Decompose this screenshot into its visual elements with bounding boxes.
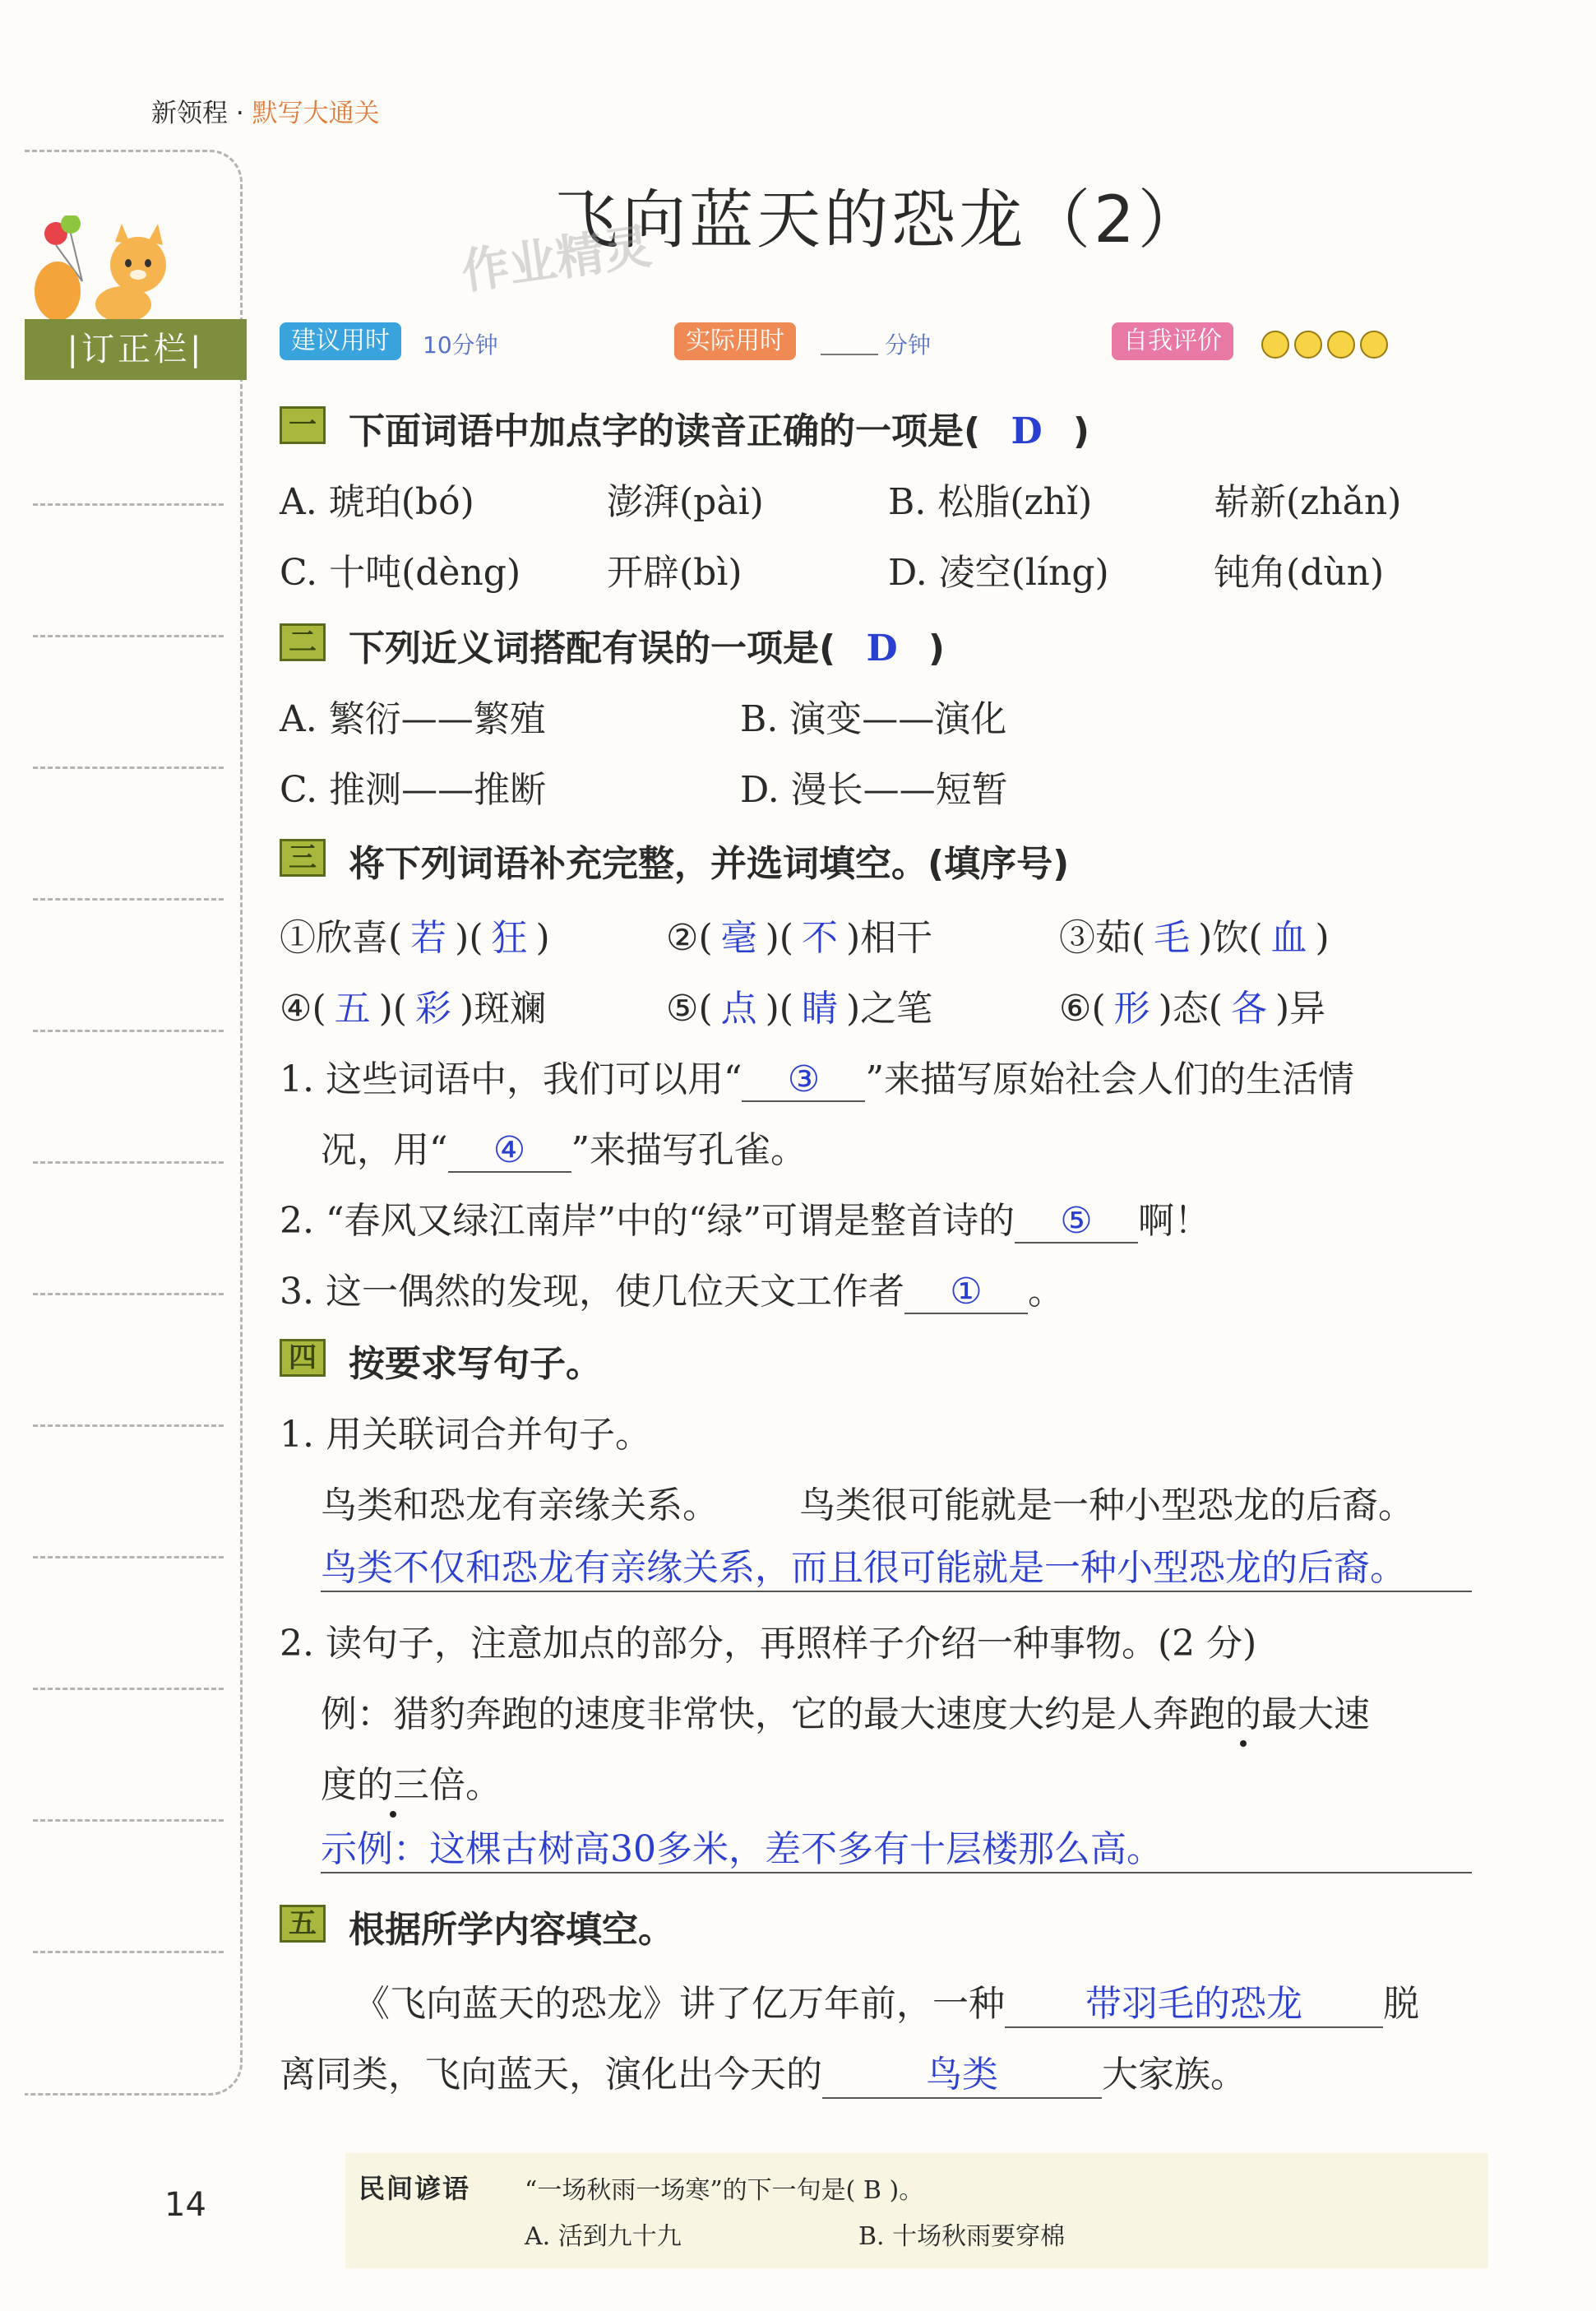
answer-blank[interactable]: ⑤ <box>1015 1200 1138 1243</box>
idiom-2: ②( 毫 )( 不 )相干 <box>666 917 933 959</box>
fill-question-1-line-2: 况，用“ ④ ”来描写孔雀。 <box>321 1129 807 1171</box>
divider <box>33 1951 224 1953</box>
correction-column-label: |订正栏| <box>25 319 247 380</box>
proverb-title: 民间谚语 <box>359 2173 471 2204</box>
question-text: 下面词语中加点字的读音正确的一项是( <box>349 410 981 452</box>
proverb-option-b: B. 十场秋雨要穿棉 <box>858 2222 1066 2251</box>
option-b: B. 演变——演化 <box>740 698 1007 740</box>
self-evaluation-label: 自我评价 <box>1112 322 1233 360</box>
question-close: ) <box>1072 410 1090 452</box>
divider <box>33 1556 224 1558</box>
actual-time-label: 实际用时 <box>674 322 796 360</box>
section-number-1: 一 <box>280 406 326 444</box>
option-d: D. 漫长——短暂 <box>740 769 1008 811</box>
divider <box>33 1688 224 1690</box>
answer: 点 <box>720 988 757 1030</box>
suggested-time-value: 10分钟 <box>423 331 498 359</box>
idiom-4: ④( 五 )( 彩 )斑斓 <box>280 988 547 1030</box>
answer: D <box>1011 410 1043 452</box>
option-d-1: D. 凌空(líng) <box>888 552 1109 594</box>
answer: D <box>866 628 898 669</box>
sad-face-icon[interactable] <box>1360 331 1388 359</box>
section-number-5: 五 <box>280 1905 326 1943</box>
example-sentence-line-1: 例：猎豹奔跑的速度非常快，它的最大速度大约是人奔跑的最大速 <box>321 1684 1370 1737</box>
answer-blank[interactable]: 带羽毛的恐龙 <box>1005 1974 1383 2028</box>
rewrite-answer-2[interactable]: 示例：这棵古树高30多米，差不多有十层楼那么高。 <box>321 1819 1472 1873</box>
divider <box>33 1424 224 1427</box>
answer: 彩 <box>414 988 451 1030</box>
correction-column <box>25 150 243 2096</box>
fill-question-3: 3. 这一偶然的发现，使几位天文工作者 ① 。 <box>280 1271 1064 1313</box>
option-c-1: C. 十吨(dèng) <box>280 552 521 594</box>
divider <box>33 1161 224 1164</box>
idiom-6: ⑥( 形 )态( 各 )异 <box>1059 988 1326 1030</box>
answer-blank[interactable]: ③ <box>742 1058 865 1102</box>
answer: 毫 <box>720 917 757 959</box>
neutral-face-icon[interactable] <box>1327 331 1355 359</box>
option-c: C. 推测——推断 <box>280 769 547 811</box>
summary-line-1: 《飞向蓝天的恐龙》讲了亿万年前，一种 带羽毛的恐龙 脱 <box>354 1974 1419 2028</box>
series-prefix: 新领程 <box>151 99 228 128</box>
suggested-time-label: 建议用时 <box>280 322 401 360</box>
rewrite-sentence-2: 鸟类很可能就是一种小型恐龙的后裔。 <box>799 1484 1414 1526</box>
option-a-1: A. 琥珀(bó) <box>280 481 474 523</box>
answer: 不 <box>801 917 838 959</box>
section-number-3: 三 <box>280 839 326 877</box>
squirrel-mascot-icon <box>25 215 173 322</box>
answer: 若 <box>410 917 447 959</box>
page-number: 14 <box>164 2186 206 2224</box>
series-header <box>151 92 380 129</box>
smile-face-icon[interactable] <box>1261 331 1289 359</box>
section-5-question: 根据所学内容填空。 <box>349 1909 674 1951</box>
idiom-3: ③茹( 毛 )饮( 血 ) <box>1059 917 1330 959</box>
divider <box>33 766 224 769</box>
idiom-5: ⑤( 点 )( 睛 )之笔 <box>666 988 933 1030</box>
summary-line-2: 离同类，飞向蓝天，演化出今天的 鸟类 大家族。 <box>280 2045 1247 2099</box>
answer: 睛 <box>801 988 838 1030</box>
divider <box>33 1293 224 1295</box>
option-a: A. 繁衍——繁殖 <box>280 698 546 740</box>
answer: 形 <box>1113 988 1150 1030</box>
watermark: 作业精灵 <box>458 218 655 300</box>
answer: 各 <box>1230 988 1267 1030</box>
rewrite-answer-1[interactable]: 鸟类不仅和恐龙有亲缘关系，而且很可能就是一种小型恐龙的后裔。 <box>321 1538 1472 1592</box>
proverb-question: “一场秋雨一场寒”的下一句是( B )。 <box>525 2176 924 2205</box>
answer: 毛 <box>1154 917 1191 959</box>
divider <box>33 1030 224 1032</box>
divider <box>33 1819 224 1822</box>
question-text: 下列近义词搭配有误的一项是( <box>349 628 836 669</box>
section-number-4: 四 <box>280 1339 326 1377</box>
answer-blank[interactable]: 鸟类 <box>822 2045 1102 2099</box>
content-face-icon[interactable] <box>1294 331 1322 359</box>
option-d-2: 钝角(dùn) <box>1214 552 1385 594</box>
page-title: 飞向蓝天的恐龙（2） <box>554 183 1205 257</box>
section-4-question: 按要求写句子。 <box>349 1343 602 1385</box>
answer-blank[interactable]: ④ <box>448 1129 571 1173</box>
series-dot: · <box>235 99 244 128</box>
rewrite-sentence-1: 鸟类和恐龙有亲缘关系。 <box>321 1484 719 1526</box>
actual-time-blank[interactable] <box>821 354 878 355</box>
answer: 五 <box>334 988 371 1030</box>
series-name: 默写大通关 <box>252 99 380 128</box>
option-b-1: B. 松脂(zhǐ) <box>888 481 1093 523</box>
divider <box>33 503 224 506</box>
section-1-question <box>349 401 1089 454</box>
rewrite-question-2: 2. 读句子，注意加点的部分，再照样子介绍一种事物。(2 分) <box>280 1623 1257 1665</box>
fill-question-2: 2. “春风又绿江南岸”中的“绿”可谓是整首诗的 ⑤ 啊！ <box>280 1200 1210 1242</box>
answer-blank[interactable]: ① <box>904 1271 1028 1314</box>
fill-question-1-line-1: 1. 这些词语中，我们可以用“ ③ ”来描写原始社会人们的生活情 <box>280 1058 1354 1100</box>
divider <box>33 898 224 901</box>
question-close: ) <box>928 628 946 669</box>
option-a-2: 澎湃(pài) <box>607 481 764 523</box>
option-b-2: 崭新(zhǎn) <box>1214 481 1402 523</box>
idiom-1: ①欣喜( 若 )( 狂 ) <box>280 917 550 959</box>
divider <box>33 635 224 637</box>
dotted-emphasis: 度的三倍 <box>321 1755 465 1808</box>
section-3-question: 将下列词语补充完整，并选词填空。(填序号) <box>349 843 1070 885</box>
dotted-emphasis: 人奔跑的最大速 <box>1117 1684 1370 1737</box>
option-c-2: 开辟(bì) <box>607 552 742 594</box>
actual-time-unit: 分钟 <box>885 331 932 359</box>
answer: 狂 <box>491 917 528 959</box>
section-number-2: 二 <box>280 623 326 661</box>
rewrite-question-1: 1. 用关联词合并句子。 <box>280 1414 651 1456</box>
example-sentence-line-2: 度的三倍。 <box>321 1755 502 1808</box>
proverb-option-a: A. 活到九十九 <box>525 2222 682 2251</box>
answer: 血 <box>1270 917 1307 959</box>
section-2-question <box>349 618 945 671</box>
